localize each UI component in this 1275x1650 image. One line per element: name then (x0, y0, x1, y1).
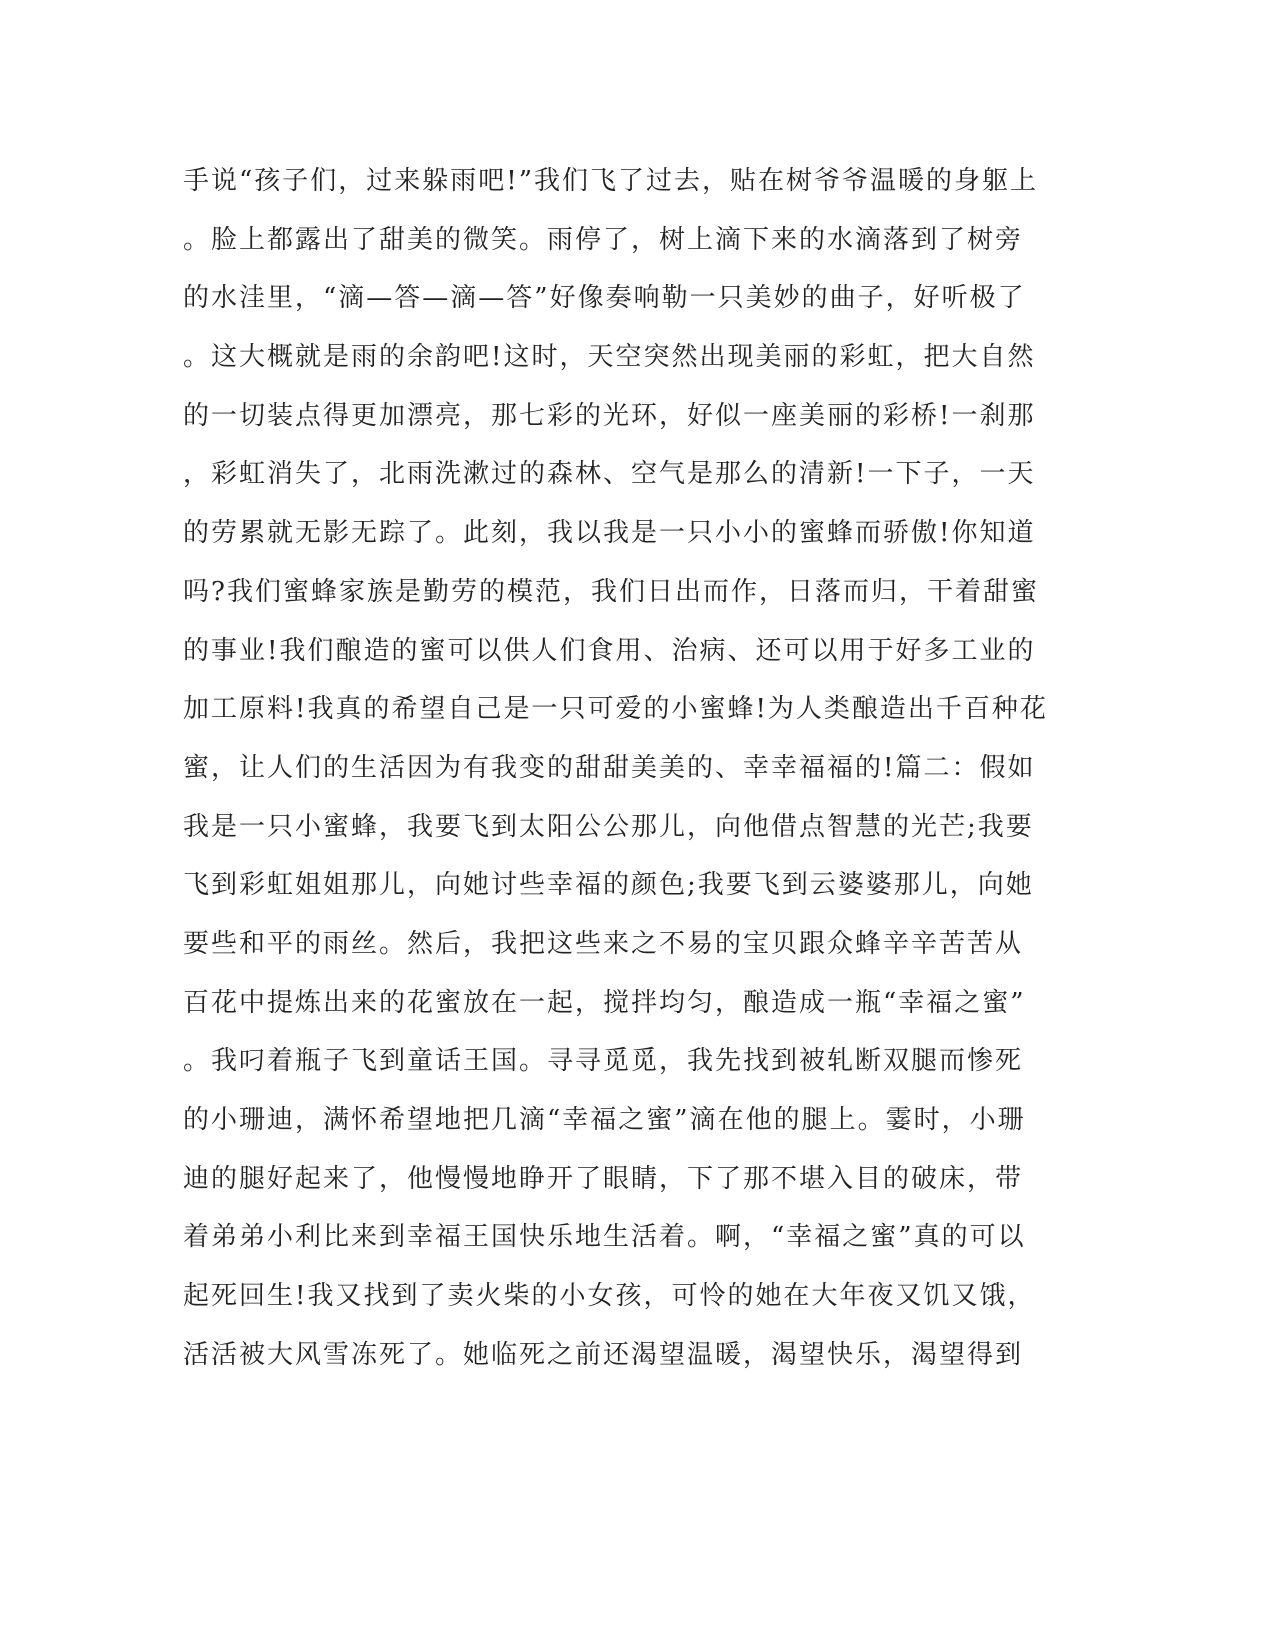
text-line: 的一切装点得更加漂亮，那七彩的光环，好似一座美丽的彩桥!一刹那 (183, 400, 1036, 431)
text-line: 的水洼里，“滴—答—滴—答”好像奏响勒一只美妙的曲子，好听极了 (183, 283, 1026, 314)
text-line: 活活被大风雪冻死了。她临死之前还渴望温暖，渴望快乐，渴望得到 (183, 1339, 1024, 1370)
text-line: 飞到彩虹姐姐那儿，向她讨些幸福的颜色;我要飞到云婆婆那儿，向她 (183, 870, 1034, 901)
text-line: 迪的腿好起来了，他慢慢地睁开了眼睛，下了那不堪入目的破床，带 (183, 1163, 1024, 1194)
text-line: 的劳累就无影无踪了。此刻，我以我是一只小小的蜜蜂而骄傲!你知道 (183, 518, 1036, 549)
body-text (183, 152, 1063, 1384)
text-line: ，彩虹消失了，北雨洗漱过的森林、空气是那么的清新!一下子，一天 (183, 459, 1036, 490)
text-line: 的小珊迪，满怀希望地把几滴“幸福之蜜”滴在他的腿上。霎时，小珊 (183, 1105, 1026, 1135)
text-line: 的事业!我们酿造的蜜可以供人们食用、治病、还可以用于好多工业的 (183, 635, 1036, 666)
text-line: 百花中提炼出来的花蜜放在一起，搅拌均匀，酿造成一瓶“幸福之蜜” (183, 987, 1026, 1018)
text-line: 加工原料!我真的希望自己是一只可爱的小蜜蜂!为人类酿造出千百种花 (183, 694, 1048, 725)
text-line: 要些和平的雨丝。然后，我把这些来之不易的宝贝跟众蜂辛辛苦苦从 (183, 928, 1024, 959)
text-line: 。脸上都露出了甜美的微笑。雨停了，树上滴下来的水滴落到了树旁 (183, 224, 1024, 255)
text-line: 蜜，让人们的生活因为有我变的甜甜美美的、幸幸福福的!篇二：假如 (183, 752, 1036, 783)
text-line: 我是一只小蜜蜂，我要飞到太阳公公那儿，向他借点智慧的光芒;我要 (183, 811, 1034, 842)
text-line: 吗?我们蜜蜂家族是勤劳的模范，我们日出而作，日落而归，干着甜蜜 (183, 576, 1039, 607)
text-line: 。这大概就是雨的余韵吧!这时，天空突然出现美丽的彩虹，把大自然 (183, 342, 1036, 373)
text-line: 手说“孩子们，过来躲雨吧!”我们飞了过去，贴在树爷爷温暖的身躯上 (183, 166, 1039, 196)
text-line: 着弟弟小利比来到幸福王国快乐地生活着。啊，“幸福之蜜”真的可以 (183, 1222, 1026, 1253)
text-line: 。我叼着瓶子飞到童话王国。寻寻觅觅，我先找到被轧断双腿而惨死 (183, 1046, 1024, 1077)
text-line: 起死回生!我又找到了卖火柴的小女孩，可怜的她在大年夜又饥又饿， (183, 1281, 1036, 1312)
